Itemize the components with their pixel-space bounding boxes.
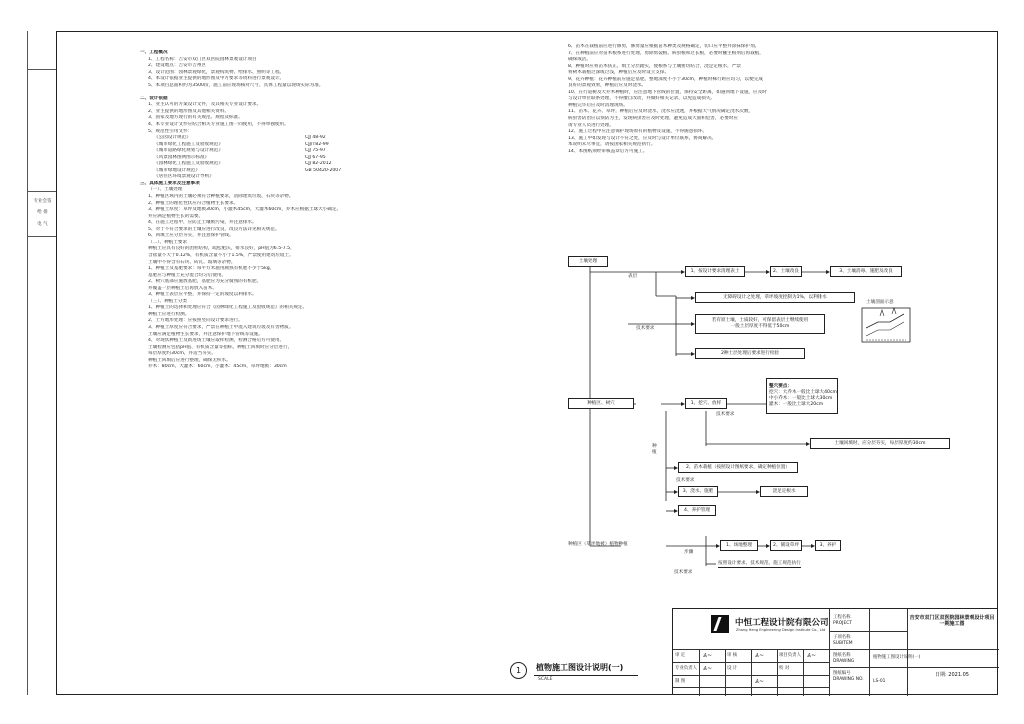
sheet-number: LS-01 bbox=[873, 679, 886, 684]
tech-req-label-3: 技术要求 bbox=[676, 478, 695, 483]
tb-sheet-cell: 图纸编号 bbox=[833, 671, 851, 676]
note-specs: 按照设计要求、技术规范、施工规范执行 bbox=[718, 561, 801, 566]
note-text: 3、种植土表层应平整，并保持一定的坡度以利排水。 bbox=[148, 292, 257, 298]
note-line: 6、苗木在栽植前应进行修剪，修剪量应根据苗木种类及规格确定，切口应平整并涂抹保护剂。 bbox=[568, 44, 760, 49]
note-text: 3、国家及地方现行的有关规范、规程及标准。 bbox=[148, 115, 243, 121]
company-name: 中恒工程设计院有限公司 bbox=[735, 618, 829, 628]
note-text: 《城市道路绿化规划与设计规范》 bbox=[154, 148, 223, 154]
step-soil-improve: 2、土壤改良 bbox=[770, 266, 802, 277]
soil-section-inset bbox=[862, 308, 910, 342]
binding-divider bbox=[28, 236, 57, 237]
tb-subitem-cell: 子项名称 bbox=[833, 635, 851, 640]
pit-req-3: 灌木：一般比土球大20cm bbox=[769, 402, 824, 407]
note-text: 种植土回填后应进行整理，确保无积水。 bbox=[148, 357, 231, 363]
note-text: 2、业主提供的地形图及其他相关资料。 bbox=[148, 108, 230, 114]
tech-req-label-4: 技术要求 bbox=[674, 570, 693, 575]
tech-req-label-2: 技术要求 bbox=[716, 412, 735, 417]
note-line: 14、本图纸须经审核盖章后方可施工。 bbox=[568, 148, 648, 154]
note-line: 种植完毕后应及时清理现场。 bbox=[568, 102, 628, 108]
step-turf-care: 3、养护 bbox=[815, 540, 841, 551]
binding-label: 给 排 bbox=[37, 210, 48, 215]
note-line: 9、花卉种植：花卉种植前应施足基肥，整地深度不小于30cm，种植时株行距应均匀，以便完成 bbox=[568, 76, 763, 82]
note-text: 三、具体施工要求及注意事项 bbox=[140, 180, 200, 186]
note-line: 与设计单位联系处理，不得擅自改动，并做好相关记录，以免造成损失。 bbox=[568, 96, 716, 102]
note-text: （二）、种植土要求 bbox=[148, 239, 188, 245]
topsoil-label: 表层 bbox=[628, 274, 638, 279]
grass-steps-label: 步骤 bbox=[684, 550, 694, 555]
tech-req-label: 技术要求 bbox=[636, 326, 655, 331]
signature: Ѧ~ bbox=[703, 665, 713, 672]
note-text: 并覆盖一层种植土后再放入苗木。 bbox=[148, 285, 217, 291]
note-line: 8、种植时应将苗木扶正，填土分层踏实，使根系与土壤密切结合，浇足定根水，严禁 bbox=[568, 63, 741, 69]
note-line: 请专业人员进行处理。 bbox=[568, 122, 614, 128]
note-text: 《居住区环境景观设计导则》 bbox=[154, 174, 214, 180]
title-underline bbox=[534, 675, 638, 676]
standard-code: CJJ 67-95 bbox=[305, 154, 326, 160]
standard-code: CJJ 75-97 bbox=[305, 148, 326, 154]
tb-drawing-cell-en: DRAWING bbox=[833, 659, 855, 664]
note-text: 种植土应具有良好的团粒结构，疏松肥沃，排水良好，pH值为6.5-7.5， bbox=[148, 246, 295, 252]
note-soil-check: 2种土层处理后要求进行检验 bbox=[695, 348, 805, 359]
note-text: 一、工程概况 bbox=[140, 50, 168, 55]
drawing-name: 植物施工图设计说明(一) bbox=[873, 655, 921, 660]
drawing-scale: SCALE bbox=[538, 677, 553, 682]
signature: Ѧ~ bbox=[703, 652, 713, 659]
binding-label: 电 气 bbox=[37, 222, 48, 227]
note-text: 《公园设计规范》 bbox=[154, 135, 191, 141]
note-original-soil-line1: 若有原土壤，土质较好，可保留表层土继续使用 bbox=[711, 318, 809, 323]
note-backfill: 土壤回填时，应分层夯实，每层厚度约30cm bbox=[810, 438, 950, 449]
note-text: 基肥应与种植土充分混合均匀后使用。 bbox=[148, 272, 227, 278]
tb-role: 项目负责人 bbox=[779, 653, 801, 658]
note-text: 1、种植土及基肥要求：每平方米施用腐熟有机肥不少于5kg。 bbox=[148, 266, 275, 272]
note-line bbox=[140, 364, 480, 371]
note-watering: 浇足定根水 bbox=[760, 486, 808, 497]
tb-role: 制 图 bbox=[675, 679, 686, 684]
tb-subitem-cell-en: SUBITEM bbox=[833, 641, 853, 646]
design-notes-right bbox=[568, 44, 960, 155]
note-text: 4、本专业设计文件应结合相关专业施工图一同使用，不得单独使用。 bbox=[148, 122, 289, 128]
tb-role: 设 计 bbox=[727, 666, 738, 671]
construction-flowchart bbox=[566, 256, 986, 596]
note-line: 11、苗木、花卉、草坪，种植后应及时浇水，浇水应浇透，并根据天气情况确定浇水次数， bbox=[568, 109, 754, 115]
note-text: 《园林绿化工程施工及验收规范》 bbox=[154, 161, 223, 167]
note-text: 种植土应进行检测。 bbox=[148, 311, 190, 317]
standard-code: GB 50420-2007 bbox=[305, 167, 342, 173]
tb-drawing-cell: 图纸名称 bbox=[833, 653, 851, 658]
signature: Ѧ~ bbox=[755, 678, 765, 685]
note-line: 10、在行道树及大乔木种植时，应注意地下管线的位置，保持安全距离，如遇到地下设施，应及时 bbox=[568, 89, 767, 95]
note-original-soil bbox=[695, 314, 825, 334]
drawing-title: 植物施工图设计说明(一) bbox=[536, 663, 624, 672]
note-text: 1、业主认可的方案设计文件，及其相关专业设计要求。 bbox=[148, 102, 262, 108]
note-line: 12、施工过程中应注意保护现场原有的植物及设施，不得随意损坏。 bbox=[568, 129, 708, 135]
binding-cell bbox=[28, 191, 57, 224]
note-text: 4、本设计依据业主提供的地形图及甲方要求等资料进行景观设计。 bbox=[148, 76, 285, 82]
binding-label: 专业会签 bbox=[33, 199, 52, 204]
signature: Ѧ~ bbox=[807, 652, 817, 659]
tb-project-cell: 工程名称 bbox=[833, 615, 851, 620]
note-text: 1、种植土的选择和处理应符合《园林绿化工程施工及验收规范》的相关规定。 bbox=[148, 305, 308, 311]
step-clear-topsoil: 1、按设计要求清理表土 bbox=[685, 266, 745, 277]
note-text: 3、种植土厚度：草坪及地被30cm，小灌木45cm，大灌木60cm，乔木应根据土球大小确定。 bbox=[148, 207, 342, 213]
company-name-en: Zhong Heng Engineering Design Institute Co., Ltd bbox=[736, 628, 826, 632]
soil-treatment-box: 土壤处理 bbox=[568, 256, 608, 267]
note-text: 《城市绿化工程施工及验收规范》 bbox=[154, 141, 223, 147]
note-text: （一）、土壤处理 bbox=[148, 187, 183, 193]
grass-area-label: 种植区（草坪地被）植物种植 bbox=[568, 542, 628, 547]
note-line: 确保成活。 bbox=[568, 57, 591, 63]
note-text: 2、种植土的理化性状应符合植物生长要求。 bbox=[148, 200, 239, 206]
note-line: 将树木栽植过深或过浅，种植后应及时设立支撑。 bbox=[568, 70, 670, 76]
note-text: 5、对于不符合要求的土壤应进行改良，改良方法详见相关规范。 bbox=[148, 226, 280, 232]
pit-req-2: 中小乔木：一般比土球大30cm bbox=[769, 396, 833, 401]
step-soil-disinfect: 3、土壤消毒、施肥及改良 bbox=[830, 266, 902, 277]
project-name: 吉安市双门区双医院园林景观设计项目一期施工图 bbox=[909, 615, 995, 627]
note-text: 5、本项目总面积约为3500㎡，施工前应现场核对尺寸，具体工程量以现场实际为准。 bbox=[148, 82, 324, 88]
step-dig-pit: 1、挖穴、放样 bbox=[685, 398, 727, 409]
tb-role: 审 定 bbox=[675, 653, 686, 658]
signature: Ѧ~ bbox=[755, 652, 765, 659]
note-text: 6、回填土应分层夯实，并注意保护管线。 bbox=[148, 233, 234, 239]
note-original-soil-line2: 一般土层厚度不得低于50cm bbox=[730, 324, 790, 329]
note-text: 土壤中不得含有石块、砖瓦、玻璃等杂物。 bbox=[148, 259, 236, 265]
note-text: 乔木：80cm，大灌木：60cm，小灌木：45cm，草坪地被：30cm bbox=[148, 364, 287, 370]
drawing-caption bbox=[510, 658, 690, 688]
note-text: 并应满足植物生长的需要。 bbox=[148, 213, 204, 219]
design-notes-left bbox=[140, 50, 480, 371]
tb-role: 专业负责人 bbox=[675, 666, 697, 671]
pit-requirements bbox=[766, 378, 838, 414]
note-line: 13、施工中如发现与设计不符之处，应及时与设计单位联系，协商解决。 bbox=[568, 135, 717, 141]
tb-role: 审 核 bbox=[727, 653, 738, 658]
company-logo-icon bbox=[711, 615, 729, 633]
note-text: 2、树穴底部应施放基肥，基肥应为充分腐熟的有机肥， bbox=[148, 279, 262, 285]
step-watering: 3、浇水、施肥 bbox=[678, 486, 718, 497]
binding-divider bbox=[28, 69, 57, 70]
standard-code: CJJ 82-2012 bbox=[305, 161, 332, 167]
note-text: 5、规范性引用文件： bbox=[148, 128, 193, 134]
note-text: 每层厚度约30cm，并适当夯实。 bbox=[148, 351, 216, 357]
note-text: 含盐量不大于0.12%，有机质含量不小于1.5%，严禁使用建筑垃圾土。 bbox=[148, 252, 294, 258]
section-inset-label: 土壤剖面示意 bbox=[866, 300, 894, 305]
note-text: 3、设计范围：园林景观绿化，景观构筑物、给排水、照明等工程。 bbox=[148, 69, 285, 75]
pit-req-1: 挖穴：大乔木一般比土球大40cm bbox=[769, 390, 837, 395]
standard-code: CJJ/T82-99 bbox=[305, 141, 329, 147]
drawing-date: 日期: 2021.05 bbox=[935, 672, 969, 678]
note-text: 1、种植区域内的土壤必须符合种植要求，清除建筑垃圾、石块等杂物。 bbox=[148, 194, 294, 200]
note-text: 《风景园林图例图示标准》 bbox=[154, 154, 210, 160]
binding-strip bbox=[27, 31, 56, 695]
note-text: （三）、种植土分类 bbox=[148, 298, 188, 304]
note-barrier-free: 无障碍设计之处理，草坪坡度控制为1%，以利排水 bbox=[695, 292, 855, 303]
drawing-number: 1 bbox=[510, 662, 527, 679]
step-planting: 2、苗木栽植（按照设计图纸要求，确定种植位置） bbox=[678, 462, 798, 473]
note-text: 1、工程名称：吉安市双门区双医院园林景观设计项目 bbox=[148, 56, 257, 62]
note-text: 3、种植土厚度应符合要求，严禁在种植土中混入建筑垃圾及有害物质。 bbox=[148, 324, 294, 330]
note-text: 2、土方地形处理：应按照竖向设计要求进行。 bbox=[148, 318, 243, 324]
note-text: 土壤检测应包括pH值、有机质含量等指标，种植土回填时应分层进行， bbox=[148, 344, 293, 350]
note-line: 7、在种植前应对苗木根系进行处理，剪除劈裂根、病虫根和过长根，必要时蘸生根剂后再栽植， bbox=[568, 50, 764, 56]
step-maintenance: 4、养护管理 bbox=[678, 505, 716, 516]
note-line: 良好的景观效果，种植后应及时浇水。 bbox=[568, 83, 647, 89]
note-line: 病虫害防治应以预防为主，发现病虫害应及时处理，避免造成大面积危害，必要时应 bbox=[568, 116, 738, 122]
step-lay-turf: 2、铺设草坪 bbox=[770, 540, 802, 551]
standard-code: CJJ 48-92 bbox=[305, 135, 326, 141]
note-text: 4、对现状种植土及新进场土壤应取样检测，检测合格后方可使用。 bbox=[148, 338, 285, 344]
note-text: 4、在施工过程中，应防止土壤被污染，并注意排水。 bbox=[148, 220, 257, 226]
pit-req-title: 整穴要点： bbox=[769, 384, 792, 389]
note-text: 2、建设地点：吉安市吉州区 bbox=[148, 63, 207, 69]
planting-area-box: 种植区、树穴 bbox=[568, 398, 634, 409]
note-text: 二、设计依据 bbox=[140, 95, 168, 101]
note-text: 土壤应满足植物生长要求，并注意保护地下管线等设施。 bbox=[148, 331, 263, 337]
note-text: 《城市绿地设计规范》 bbox=[154, 167, 200, 173]
title-block bbox=[672, 608, 998, 695]
tb-role: 校 对 bbox=[779, 666, 790, 671]
step-site-prep: 1、场地整理 bbox=[720, 540, 758, 551]
tb-sheet-cell-en: DRAWING NO. bbox=[833, 677, 864, 682]
planting-vertical-label: 种 植 bbox=[652, 444, 657, 455]
tb-project-cell-en: PROJECT bbox=[833, 621, 852, 626]
note-line: 本说明未尽事宜，请按国家相关规范执行。 bbox=[568, 142, 656, 148]
